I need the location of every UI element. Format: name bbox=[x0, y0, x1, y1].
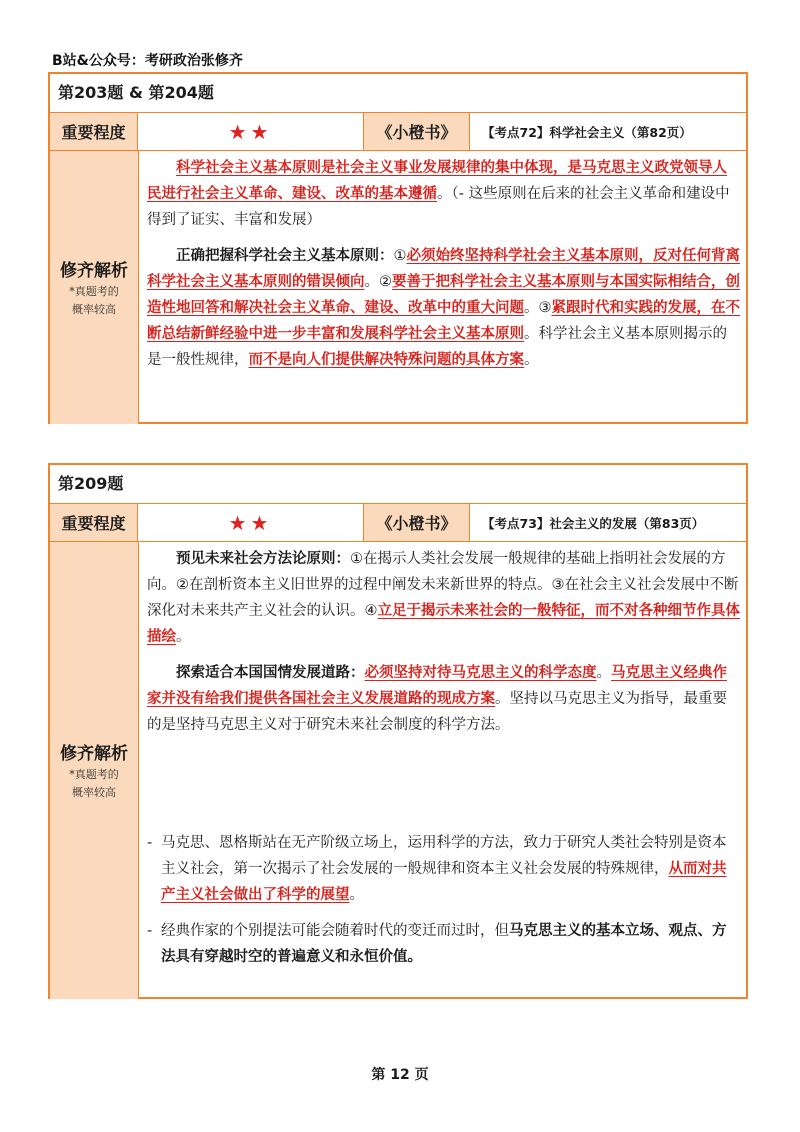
importance-row bbox=[50, 504, 746, 542]
question-card-203-204 bbox=[48, 72, 748, 424]
analysis-content bbox=[139, 542, 746, 999]
analysis-content bbox=[139, 151, 746, 424]
analysis-paragraph bbox=[147, 155, 740, 233]
card-title: 第203题 & 第204题 bbox=[50, 74, 746, 113]
body-text: ① bbox=[393, 248, 407, 264]
importance-label: 重要程度 bbox=[50, 504, 138, 541]
analysis-label: 修齐解析 bbox=[60, 261, 128, 281]
highlight-text: 从而对共产主义社会做出了科学的展望 bbox=[161, 861, 727, 903]
analysis-paragraph bbox=[147, 546, 740, 650]
analysis-row bbox=[50, 151, 746, 424]
highlight-text: 科学社会主义基本原则是社会主义事业发展规律的集中体现，是马克思主义政党领导人民进行社会主义革命、建设、改革的基本遵循 bbox=[147, 160, 727, 202]
analysis-paragraph bbox=[147, 243, 740, 373]
card-title: 第209题 bbox=[50, 465, 746, 504]
body-text: 。② bbox=[364, 274, 392, 290]
highlight-text: 必须始终坚持科学社会主义基本原则，反对任何背离科学社会主义基本原则的错误倾向 bbox=[147, 248, 740, 290]
analysis-row bbox=[50, 542, 746, 999]
importance-label: 重要程度 bbox=[50, 113, 138, 150]
exam-point: 【考点72】科学社会主义（第82页） bbox=[482, 124, 692, 140]
body-text: 马克思、恩格斯站在无产阶级立场上，运用科学的方法，致力于研究人类社会特别是资本主义社会，第一次揭示了社会发展的一般规律和资本主义社会发展的特殊规律， bbox=[161, 835, 727, 877]
page-header: B站&公众号：考研政治张修齐 bbox=[52, 53, 243, 69]
question-card-209 bbox=[48, 463, 748, 999]
analysis-label: 修齐解析 bbox=[60, 744, 128, 764]
highlight-text: 马克思主义经典作家并没有给我们提供各国社会主义发展道路的现成方案 bbox=[147, 665, 727, 707]
body-text: 经典作家的个别提法可能会随着时代的变迁而过时，但 bbox=[161, 923, 509, 939]
bold-text: 正确把握科学社会主义基本原则： bbox=[176, 248, 394, 264]
body-text: 。科学社会主义基本原则揭示的是一般性规律， bbox=[147, 326, 727, 368]
importance-row bbox=[50, 113, 746, 151]
body-text: 。 bbox=[596, 665, 611, 681]
analysis-note: *真题考的概率较高 bbox=[69, 285, 119, 316]
bullet-dash: - bbox=[147, 923, 153, 939]
body-text: ①在揭示人类社会发展一般规律的基础上指明社会发展的方向。②在剖析资本主义旧世界的过程中阐发未来新世界的特点。③在社会主义社会发展中不断深化对未来共产主义社会的认识。④ bbox=[147, 551, 739, 619]
bold-text: 马克思主义的基本立场、观点、方法具有穿越时空的普遍意义和永恒价值。 bbox=[161, 923, 727, 965]
highlight-text: 紧跟时代和实践的发展，在不断总结新鲜经验中进一步丰富和发展科学社会主义基本原则 bbox=[147, 300, 740, 342]
body-text: 。 bbox=[349, 887, 364, 903]
body-text: 。③ bbox=[524, 300, 552, 316]
analysis-side bbox=[50, 151, 139, 424]
book-title: 《小橙书》 bbox=[364, 113, 470, 150]
body-text: 。 bbox=[176, 629, 191, 645]
highlight-text: 要善于把科学社会主义基本原则与本国实际相结合，创造性地回答和解决社会主义革命、建设、改革中的重大问题 bbox=[147, 274, 740, 316]
list-item bbox=[147, 830, 740, 908]
importance-stars: ★★ bbox=[138, 113, 364, 150]
bold-text: 探索适合本国国情发展道路： bbox=[176, 665, 365, 681]
body-text: 。 bbox=[524, 352, 539, 368]
highlight-text: 而不是向人们提供解决特殊问题的具体方案 bbox=[248, 352, 524, 368]
highlight-text: 必须坚持对待马克思主义的科学态度 bbox=[364, 665, 597, 681]
importance-stars: ★★ bbox=[138, 504, 364, 541]
page-number: 第 12 页 bbox=[371, 1067, 429, 1083]
analysis-side bbox=[50, 542, 139, 999]
body-text: 。坚持以马克思主义为指导，最重要的是坚持马克思主义对于研究未来社会制度的科学方法。 bbox=[147, 691, 727, 733]
bold-text: 预见未来社会方法论原则： bbox=[176, 551, 350, 567]
bullet-dash: - bbox=[147, 835, 153, 851]
highlight-text: 立足于揭示未来社会的一般特征，而不对各种细节作具体描绘 bbox=[147, 603, 740, 645]
body-text: 。（- 这些原则在后来的社会主义革命和建设中得到了证实、丰富和发展） bbox=[147, 186, 730, 228]
book-title: 《小橙书》 bbox=[364, 504, 470, 541]
exam-point: 【考点73】社会主义的发展（第83页） bbox=[482, 515, 705, 531]
analysis-note: *真题考的概率较高 bbox=[69, 768, 119, 799]
analysis-paragraph bbox=[147, 660, 740, 738]
list-item bbox=[147, 918, 740, 970]
